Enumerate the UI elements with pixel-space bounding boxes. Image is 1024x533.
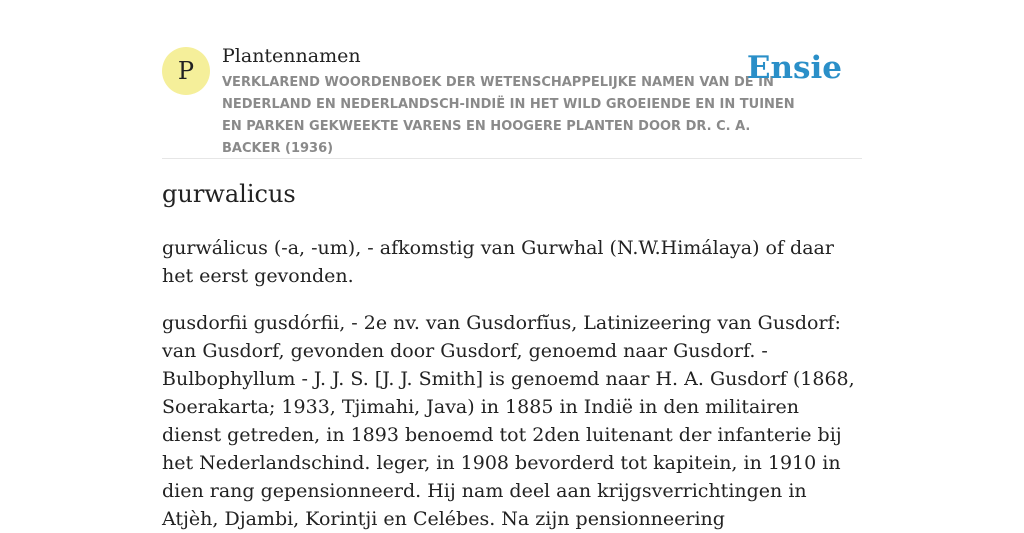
content-container <box>162 0 862 530</box>
definition-paragraph: gurwálicus (-a, -um), - afkomstig van Gurwhal (N.W.Himálaya) of daar het eerst gevonden. <box>162 237 834 287</box>
definition-paragraph: gusdorfii gusdórfii, - 2e nv. van Gusdorfĭus, Latinizeering van Gusdorf: van Gusdorf, gevonden door Gusdorf, genoemd naar Gusdorf. - Bulbophyllum - J. J. S. [J. J. Smith] is genoemd naar H. A. Gusdorf (1868, Soerakarta; 1933, Tjimahi, Java) in 1885 in Indië in den militairen dienst getreden, in 1893 benoemd tot 2den luitenant der infanterie bij het Nederlandschind. leger, in 1908 bevorderd tot kapitein, in 1910 in dien rang gepensionneerd. Hij nam deel aan krijgsverrichtingen in Atjèh, Djambi, Korintji en Celébes. Na zijn pensionneering <box>162 312 855 530</box>
book-description: VERKLAREND WOORDENBOEK DER WETENSCHAPPELIJKE NAMEN VAN DE IN NEDERLAND EN NEDERLANDSCH-INDIË IN HET WILD GROEIENDE EN IN TUINEN EN PARKEN GEKWEEKTE VARENS EN HOOGERE PLANTEN DOOR DR. C. A. BACKER (1936) <box>222 75 795 156</box>
book-avatar[interactable] <box>162 47 210 95</box>
entry-title: gurwalicus <box>162 180 296 208</box>
ensie-logo-link[interactable]: Ensie <box>746 50 842 86</box>
avatar-letter: P <box>177 57 195 85</box>
book-header <box>162 0 862 159</box>
book-title-link[interactable]: Plantennamen <box>222 45 361 67</box>
